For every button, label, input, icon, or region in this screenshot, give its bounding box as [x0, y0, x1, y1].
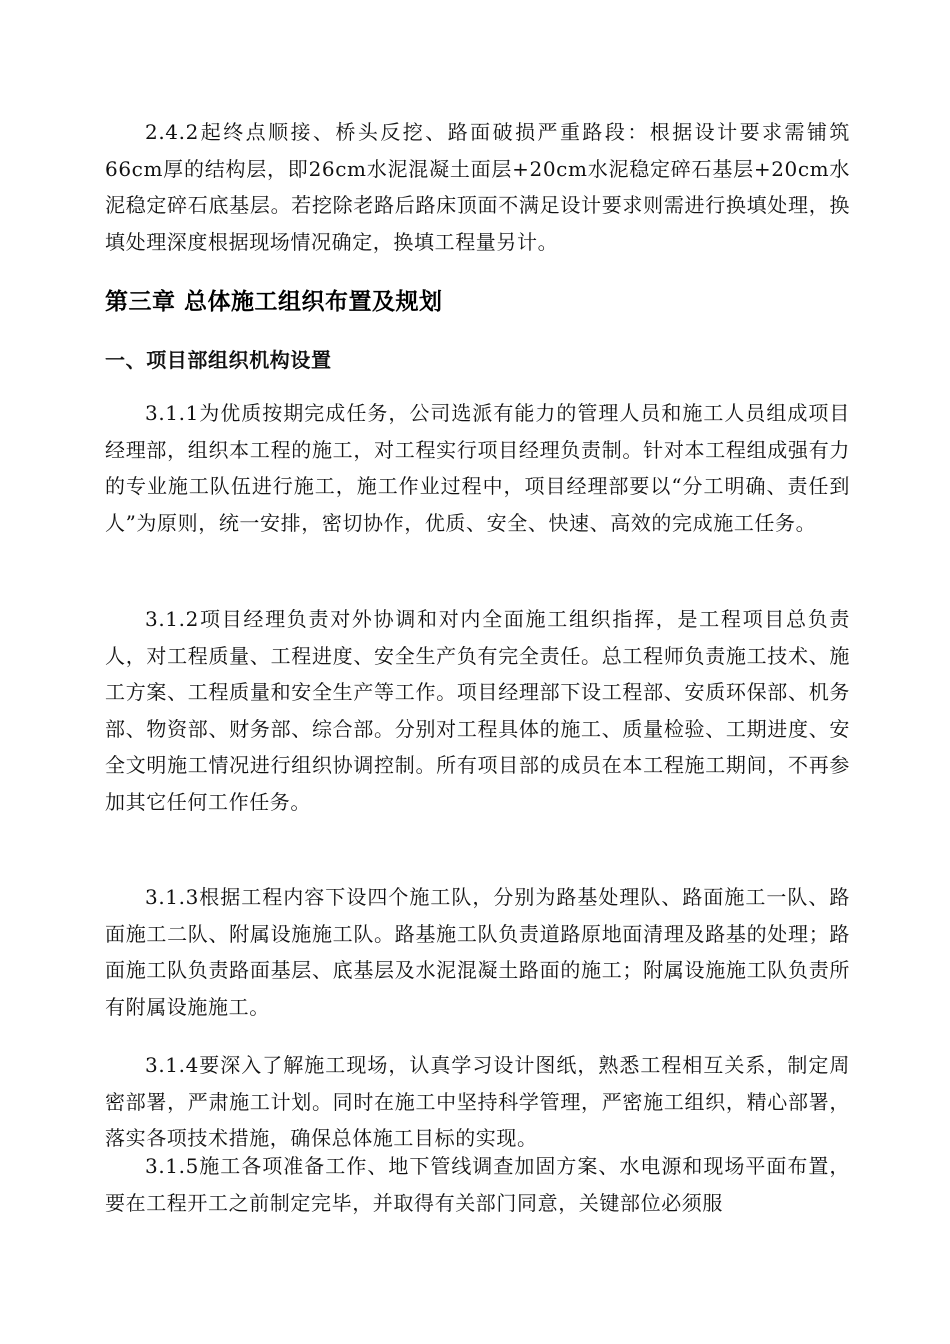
paragraph-3-1-5: 3.1.5施工各项准备工作、地下管线调查加固方案、水电源和现场平面布置，要在工程开工之前制定完毕，并取得有关部门同意，关键部位必须服: [105, 1154, 850, 1215]
paragraph-3-1-3: 3.1.3根据工程内容下设四个施工队，分别为路基处理队、路面施工一队、路面施工二队、附属设施施工队。路基施工队负责道路原地面清理及路基的处理；路面施工队负责路面基层、底基层及水泥混凝土路面的施工；附属设施施工队负责所有附属设施施工。: [105, 885, 850, 1019]
paragraph-3-1-4: 3.1.4要深入了解施工现场，认真学习设计图纸，熟悉工程相互关系，制定周密部署，严肃施工计划。同时在施工中坚持科学管理，严密施工组织，精心部署，落实各项技术措施，确保总体施工目标的实现。: [105, 1053, 850, 1150]
paragraph-3-1-2: 3.1.2项目经理负责对外协调和对内全面施工组织指挥，是工程项目总负责人，对工程质量、工程进度、安全生产负有完全责任。总工程师负责施工技术、施工方案、工程质量和安全生产等工作。项目经理部下设工程部、安质环保部、机务部、物资部、财务部、综合部。分别对工程具体的施工、质量检验、工期进度、安全文明施工情况进行组织协调控制。所有项目部的成员在本工程施工期间，不再参加其它任何工作任务。: [105, 607, 850, 814]
paragraph-3-1-1: 3.1.1为优质按期完成任务，公司选派有能力的管理人员和施工人员组成项目经理部，组织本工程的施工，对工程实行项目经理负责制。针对本工程组成强有力的专业施工队伍进行施工，施工作业过程中，项目经理部要以“分工明确、责任到人”为原则，统一安排，密切协作，优质、安全、快速、高效的完成施工任务。: [105, 401, 850, 535]
section-title: 一、项目部组织机构设置: [105, 348, 332, 372]
chapter-title: 第三章 总体施工组织布置及规划: [105, 289, 443, 315]
paragraph-2-4-2: 2.4.2起终点顺接、桥头反挖、路面破损严重路段：根据设计要求需铺筑66cm厚的结构层，即26cm水泥混凝土面层+20cm水泥稳定碎石基层+20cm水泥稳定碎石底基层。若挖除老路后路床顶面不满足设计要求则需进行换填处理，换填处理深度根据现场情况确定，换填工程量另计。: [105, 120, 850, 254]
